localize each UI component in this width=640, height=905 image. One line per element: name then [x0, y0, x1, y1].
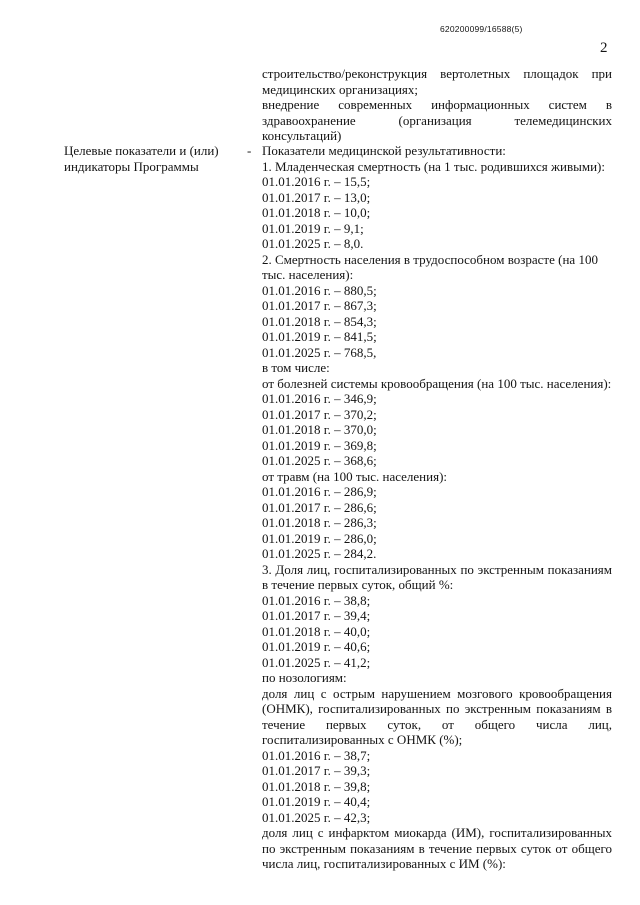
indicator-value: 01.01.2016 г. – 38,8;	[262, 592, 371, 608]
row-dash: -	[247, 143, 252, 158]
indicator-value: 01.01.2016 г. – 38,7;	[262, 747, 371, 763]
indicator-value: 01.01.2019 г. – 369,8;	[262, 437, 377, 453]
indicator-value: 01.01.2025 г. – 8,0.	[262, 236, 364, 251]
indicator-value: 01.01.2025 г. – 42,3;	[262, 809, 371, 825]
indicator-value: 01.01.2017 г. – 867,3;	[262, 298, 377, 313]
indicator-value: 01.01.2025 г. – 41,2;	[262, 654, 371, 670]
subheading: в том числе:	[262, 360, 330, 375]
indicator-value: 01.01.2017 г. – 39,3;	[262, 763, 371, 778]
indicator-value: 01.01.2019 г. – 286,0;	[262, 530, 377, 546]
indicator-value: 01.01.2019 г. – 40,6;	[262, 639, 371, 654]
indicator-value: 01.01.2017 г. – 370,2;	[262, 406, 377, 422]
indicator-value: 01.01.2018 г. – 854,3;	[262, 313, 377, 329]
continued-text-block	[262, 66, 612, 144]
indicator-value: 01.01.2016 г. – 880,5;	[262, 282, 377, 298]
indicator-value: 01.01.2016 г. – 15,5;	[262, 174, 371, 189]
document-id: 620200099/16588(5)	[440, 24, 523, 34]
subheading: по нозологиям:	[262, 670, 347, 685]
subheading: от травм (на 100 тыс. населения):	[262, 468, 448, 484]
subheading: от болезней системы кровообращения (на 100 тыс. населения):	[262, 375, 612, 391]
indicator-value: 01.01.2019 г. – 40,4;	[262, 794, 371, 809]
row-label-line: индикаторы Программы	[64, 158, 199, 174]
indicators-text	[262, 143, 612, 872]
indicator-value: 01.01.2017 г. – 13,0;	[262, 189, 371, 205]
indicator-value: 01.01.2025 г. – 768,5,	[262, 344, 377, 360]
top-paragraph: внедрение современных информационных систем в здравоохранение (организация телемедицинских консультаций)	[262, 97, 612, 143]
indicator-value: 01.01.2018 г. – 286,3;	[262, 515, 377, 530]
indicator-title: 3. Доля лиц, госпитализированных по экстренным показаниям в течение первых суток, общий %:	[262, 561, 612, 592]
section-heading: Показатели медицинской результативности:	[262, 143, 506, 158]
indicator-value: 01.01.2019 г. – 9,1;	[262, 220, 364, 236]
indicator-value: 01.01.2016 г. – 286,9;	[262, 484, 377, 499]
subheading: доля лиц с острым нарушением мозгового кровообращения (ОНМК), госпитализированных по экстренным показаниям в течение первых суток, от общего числа лиц, госпитализированных с ОНМК (%);	[262, 685, 612, 747]
indicator-value: 01.01.2019 г. – 841,5;	[262, 329, 377, 344]
indicator-value: 01.01.2018 г. – 39,8;	[262, 778, 371, 794]
indicator-value: 01.01.2025 г. – 284,2.	[262, 546, 377, 561]
row-label-line: Целевые показатели и (или)	[64, 143, 219, 158]
indicator-value: 01.01.2018 г. – 10,0;	[262, 205, 371, 220]
indicator-value: 01.01.2017 г. – 286,6;	[262, 499, 377, 515]
indicator-value: 01.01.2018 г. – 370,0;	[262, 422, 377, 437]
page-number: 2	[600, 40, 608, 56]
indicator-value: 01.01.2016 г. – 346,9;	[262, 391, 377, 406]
indicator-value: 01.01.2018 г. – 40,0;	[262, 623, 371, 639]
indicator-title: 1. Младенческая смертность (на 1 тыс. родившихся живыми):	[262, 158, 605, 174]
indicator-title: 2. Смертность населения в трудоспособном возрасте (на 100	[262, 251, 598, 267]
indicator-value: 01.01.2017 г. – 39,4;	[262, 608, 371, 623]
top-paragraph: строительство/реконструкция вертолетных площадок при медицинских организациях;	[262, 66, 612, 97]
subheading: доля лиц с инфарктом миокарда (ИМ), госпитализированных по экстренным показаниям в течение первых суток от общего числа лиц, госпитализированных с ИМ (%):	[262, 825, 612, 871]
row-label	[64, 143, 252, 174]
indicator-value: 01.01.2025 г. – 368,6;	[262, 453, 377, 468]
indicator-title: тыс. населения):	[262, 267, 354, 282]
